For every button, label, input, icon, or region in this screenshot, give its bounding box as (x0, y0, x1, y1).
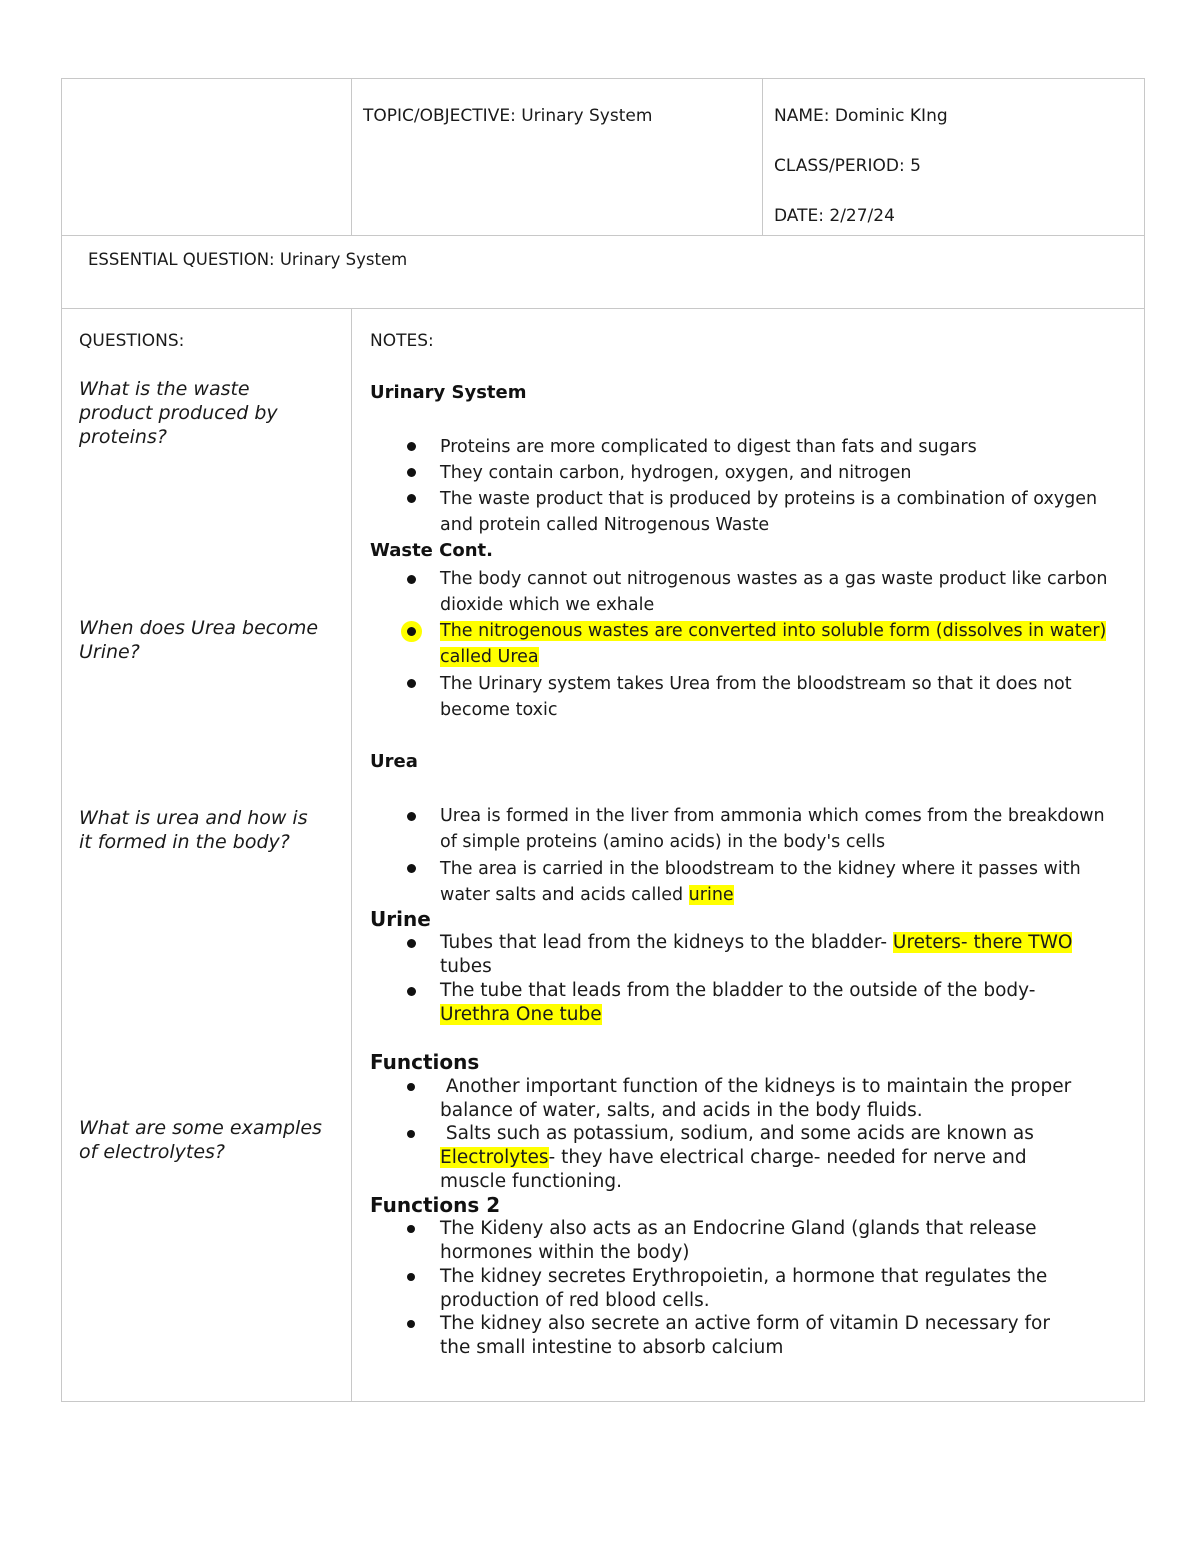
bullet-icon (407, 1225, 415, 1233)
notes-label: NOTES: (370, 331, 434, 351)
essential-question (88, 250, 407, 269)
bullet-icon (407, 1130, 415, 1138)
table-divider-header (61, 235, 1145, 236)
topic-label: TOPIC/OBJECTIVE: (363, 106, 516, 126)
question-4: What are some examples of electrolytes? (79, 1117, 322, 1163)
note-urea-1: Urea is formed in the liver from ammonia which comes from the breakdown of simple proteins (amino acids) in the body's cells (440, 806, 1105, 852)
name-label: NAME: (774, 106, 830, 126)
bullet-icon (407, 442, 416, 451)
heading-functions: Functions (370, 1050, 480, 1074)
bullet-icon (407, 939, 416, 948)
name-field (774, 106, 948, 126)
note-urinary-3: The waste product that is produced by proteins is a combination of oxygen and protein called Nitrogenous Waste (440, 489, 1098, 535)
highlight-electrolytes: Electrolytes (440, 1147, 549, 1168)
topic-field (363, 106, 652, 126)
heading-urinary-system: Urinary System (370, 382, 527, 403)
date-label: DATE: (774, 206, 824, 226)
note-functions2-1: The Kideny also acts as an Endocrine Gland (glands that release hormones within the body) (440, 1218, 1037, 1263)
note-urinary-1: Proteins are more complicated to digest than fats and sugars (440, 437, 977, 457)
bullet-icon (407, 627, 416, 636)
questions-label: QUESTIONS: (79, 331, 185, 351)
class-label: CLASS/PERIOD: (774, 156, 905, 176)
bullet-icon (407, 864, 416, 873)
bullet-icon (407, 575, 416, 584)
heading-waste-cont: Waste Cont. (370, 540, 493, 561)
note-functions2-2: The kidney secretes Erythropoietin, a hormone that regulates the production of red blood cells. (440, 1266, 1048, 1311)
note-urine-2: The tube that leads from the bladder to the outside of the body- Urethra One tube (440, 980, 1036, 1025)
note-waste-3: The Urinary system takes Urea from the bloodstream so that it does not become toxic (440, 674, 1072, 720)
question-2: When does Urea become Urine? (79, 617, 319, 663)
note-functions-2: Salts such as potassium, sodium, and some acids are known as Electrolytes- they have electrical charge- needed for nerve and muscle functioning. (440, 1123, 1034, 1192)
bullet-icon (407, 1273, 415, 1281)
bullet-icon (407, 679, 416, 688)
note-urine-1: Tubes that lead from the kidneys to the bladder- Ureters- there TWO tubes (440, 932, 1073, 977)
name-value: Dominic KIng (834, 106, 948, 126)
note-functions2-3: The kidney also secrete an active form of vitamin D necessary for the small intestine to absorb calcium (440, 1313, 1050, 1358)
note-urea-2: The area is carried in the bloodstream to the kidney where it passes with water salts and acids called urine (440, 859, 1081, 905)
essential-value: Urinary System (279, 250, 408, 269)
question-3: What is urea and how is it formed in the body? (79, 807, 308, 853)
question-1: What is the waste product produced by proteins? (79, 378, 278, 448)
table-divider-col1-body (351, 308, 352, 1402)
date-value: 2/27/24 (829, 206, 895, 226)
bullet-icon (407, 1320, 415, 1328)
bullet-icon (407, 1083, 415, 1091)
note-waste-2-highlighted: The nitrogenous wastes are converted into soluble form (dissolves in water) called Urea (440, 621, 1107, 667)
table-divider-essential (61, 308, 1145, 309)
table-border-bottom (61, 1401, 1145, 1402)
table-divider-col1-top (351, 78, 352, 235)
heading-urea: Urea (370, 751, 418, 772)
bullet-icon (407, 812, 416, 821)
class-value: 5 (910, 156, 921, 176)
cornell-notes-document (61, 78, 1144, 1401)
heading-urine: Urine (370, 907, 431, 931)
note-urinary-2: They contain carbon, hydrogen, oxygen, and nitrogen (440, 463, 912, 483)
class-field (774, 156, 921, 176)
bullet-icon (407, 987, 416, 996)
essential-label: ESSENTIAL QUESTION: (88, 250, 275, 269)
bullet-icon (407, 494, 416, 503)
note-waste-1: The body cannot out nitrogenous wastes as a gas waste product like carbon dioxide which we exhale (440, 569, 1108, 615)
table-border-top (61, 78, 1145, 79)
note-functions-1: Another important function of the kidneys is to maintain the proper balance of water, salts, and acids in the body fluids. (440, 1076, 1072, 1121)
highlight-ureters: Ureters- there TWO (892, 932, 1073, 953)
highlight-urine: urine (688, 885, 734, 905)
date-field (774, 206, 895, 226)
topic-value: Urinary System (521, 106, 653, 126)
table-border-left (61, 78, 62, 1402)
bullet-icon (407, 468, 416, 477)
highlight-urethra: Urethra One tube (440, 1004, 602, 1025)
heading-functions-2: Functions 2 (370, 1193, 501, 1217)
table-divider-col2-top (762, 78, 763, 235)
table-border-right (1144, 78, 1145, 1402)
